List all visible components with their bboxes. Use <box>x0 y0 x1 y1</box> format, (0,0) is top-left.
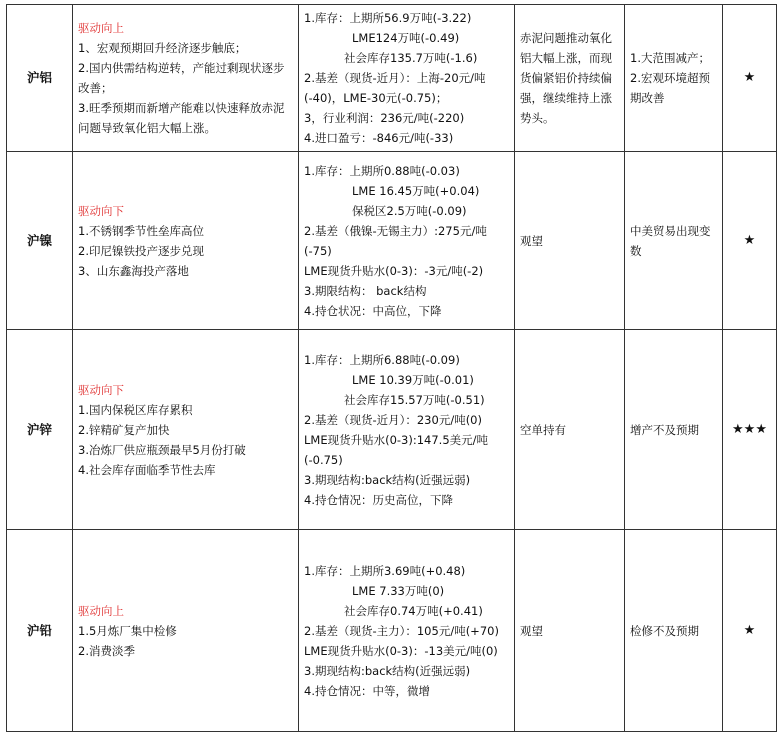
data-item: 4.进口盈亏：-846元/吨(-33) <box>304 131 454 145</box>
strategy-cell: 观望 <box>515 530 625 732</box>
driver-title: 驱动向下 <box>78 382 124 397</box>
driver-item: 2.国内供需结构逆转，产能过剩现状逐步改善； <box>78 61 285 95</box>
metal-name: 沪铅 <box>7 530 73 732</box>
data-item: 社会库存135.7万吨(-1.6) <box>344 51 478 65</box>
driver-item: 1.国内保税区库存累积 <box>78 402 193 417</box>
rating-stars: ★ <box>723 152 777 330</box>
data-item: 社会库存0.74万吨(+0.41) <box>344 603 483 618</box>
driver-item: 2.印尼镍铁投产逐步兑现 <box>78 243 204 258</box>
rating-stars: ★ <box>723 530 777 732</box>
data-item: 2.基差（现货-主力）：105元/吨(+70) <box>304 623 499 638</box>
strategy-cell: 空单持有 <box>515 330 625 530</box>
driver-item: 2.消费淡季 <box>78 643 135 658</box>
driver-item: 3、山东鑫海投产落地 <box>78 263 189 278</box>
driver-item: 1、宏观预期回升经济逐步触底； <box>78 41 247 55</box>
data-item: LME 16.45万吨(+0.04) <box>352 183 480 198</box>
data-item: 3，行业利润：236元/吨(-220) <box>304 111 465 125</box>
driver-item: 3.冶炼厂供应瓶颈最早5月份打破 <box>78 442 246 457</box>
driver-cell <box>73 330 299 530</box>
metal-name: 沪镍 <box>7 152 73 330</box>
table-row <box>7 5 777 152</box>
data-cell <box>299 152 515 330</box>
table-row <box>7 152 777 330</box>
rating-stars: ★ <box>723 5 777 152</box>
data-item: 4.持仓情况：中等，微增 <box>304 683 430 698</box>
data-item: 2.基差（俄镍-无锡主力）:275元/吨(-75) <box>304 223 487 258</box>
metal-name: 沪锌 <box>7 330 73 530</box>
data-item: 1.库存：上期所0.88吨(-0.03) <box>304 163 460 178</box>
data-cell <box>299 330 515 530</box>
data-cell <box>299 530 515 732</box>
data-item: 3.期现结构:back结构(近强远弱) <box>304 472 471 487</box>
data-item: 1.库存：上期所6.88吨(-0.09) <box>304 352 460 367</box>
data-item: LME 7.33万吨(0) <box>352 583 445 598</box>
table-row <box>7 330 777 530</box>
data-item: 2.基差（现货-近月）：230元/吨(0) <box>304 412 482 427</box>
risk-cell: 中美贸易出现变数 <box>625 152 723 330</box>
data-item: 社会库存15.57万吨(-0.51) <box>344 392 485 407</box>
data-item: LME现货升贴水(0-3)：-13美元/吨(0) <box>304 643 498 658</box>
driver-item: 1.5月炼厂集中检修 <box>78 623 177 638</box>
risk-cell: 检修不及预期 <box>625 530 723 732</box>
driver-item: 3.旺季预期而新增产能难以快速释放赤泥问题导致氧化铝大幅上涨。 <box>78 101 285 135</box>
table-row <box>7 530 777 732</box>
driver-item: 1.不锈钢季节性垒库高位 <box>78 223 204 238</box>
data-cell <box>299 5 515 152</box>
metal-name: 沪铝 <box>7 5 73 152</box>
data-item: 3.期限结构： back结构 <box>304 283 427 298</box>
strategy-cell: 观望 <box>515 152 625 330</box>
strategy-cell: 赤泥问题推动氧化铝大幅上涨，而现货偏紧铝价持续偏强，继续维持上涨势头。 <box>515 5 625 152</box>
driver-title: 驱动向上 <box>78 21 124 35</box>
driver-title: 驱动向下 <box>78 203 124 218</box>
data-item: 3.期现结构:back结构(近强远弱) <box>304 663 471 678</box>
risk-cell: 1.大范围减产；2.宏观环境超预期改善 <box>625 5 723 152</box>
data-item: 4.持仓状况：中高位，下降 <box>304 303 442 318</box>
driver-cell <box>73 530 299 732</box>
driver-item: 2.锌精矿复产加快 <box>78 422 170 437</box>
data-item: LME 10.39万吨(-0.01) <box>352 372 474 387</box>
data-item: LME现货升贴水(0-3)：-3元/吨(-2) <box>304 263 484 278</box>
data-item: 保税区2.5万吨(-0.09) <box>352 203 467 218</box>
rating-stars: ★★★ <box>723 330 777 530</box>
data-item: 1.库存：上期所56.9万吨(-3.22) <box>304 11 472 25</box>
data-item: 4.持仓情况：历史高位，下降 <box>304 492 453 507</box>
data-item: 2.基差（现货-近月）：上海-20元/吨(-40)，LME-30元(-0.75)； <box>304 71 486 105</box>
data-item: LME现货升贴水(0-3):147.5美元/吨(-0.75) <box>304 432 489 467</box>
driver-cell <box>73 5 299 152</box>
data-item: 1.库存：上期所3.69吨(+0.48) <box>304 563 466 578</box>
risk-cell: 增产不及预期 <box>625 330 723 530</box>
commodity-table <box>6 4 777 732</box>
data-item: LME124万吨(-0.49) <box>352 31 460 45</box>
driver-item: 4.社会库存面临季节性去库 <box>78 462 216 477</box>
driver-cell <box>73 152 299 330</box>
driver-title: 驱动向上 <box>78 603 124 618</box>
